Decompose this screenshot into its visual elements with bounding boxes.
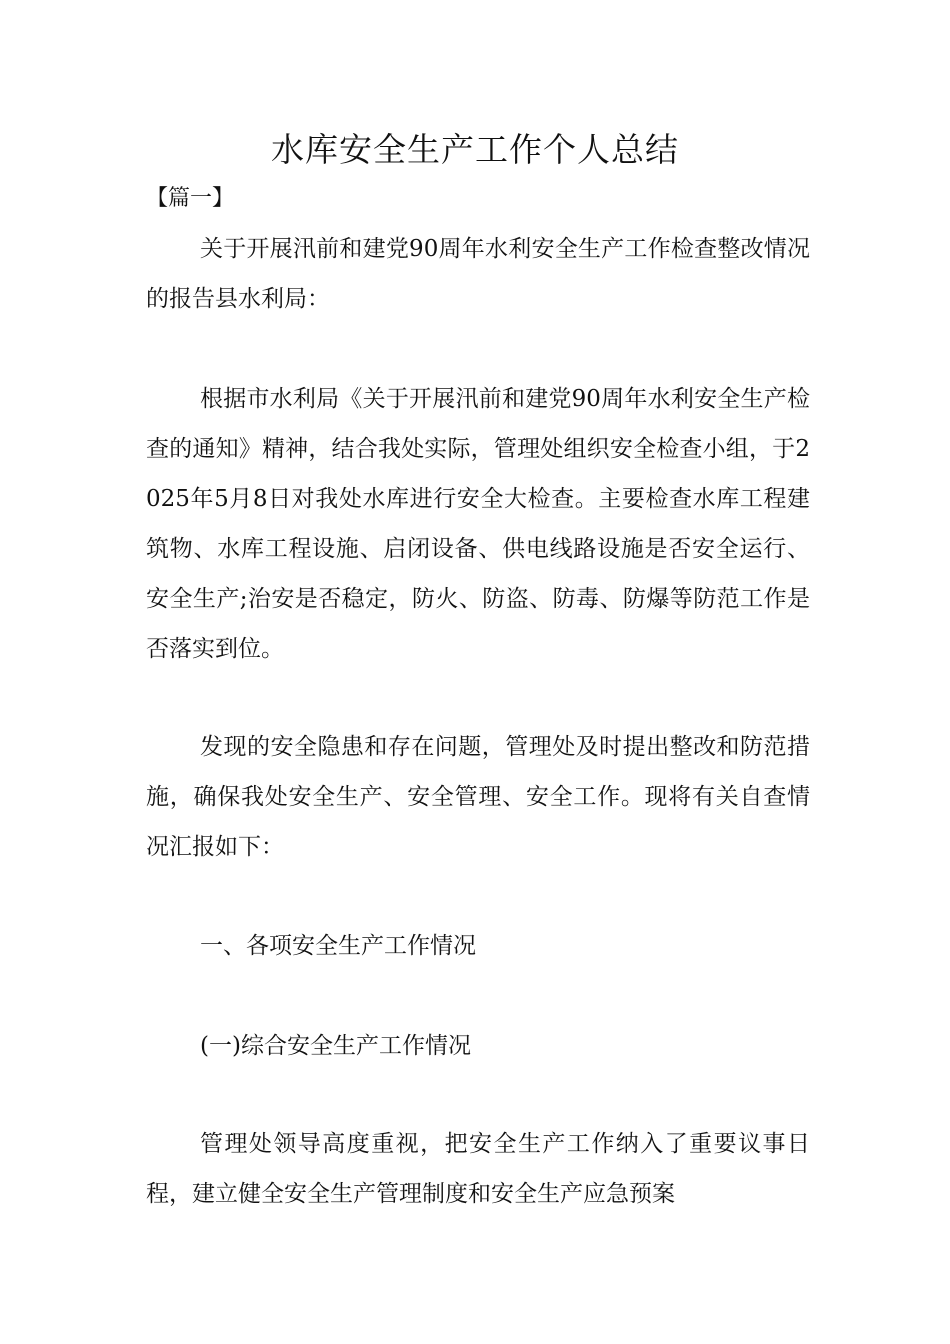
- heading-subsection-one: (一)综合安全生产工作情况: [200, 1033, 471, 1059]
- heading-section-one: 一、各项安全生产工作情况: [200, 933, 476, 959]
- paragraph-intro: 关于开展汛前和建党90周年水利安全生产工作检查整改情况的报告县水利局：: [146, 236, 810, 312]
- paragraph-management: 管理处领导高度重视，把安全生产工作纳入了重要议事日程，建立健全安全生产管理制度和安全生产应急预案: [146, 1131, 810, 1207]
- paragraph-inspection: 根据市水利局《关于开展汛前和建党90周年水利安全生产检查的通知》精神，结合我处实际，管理处组织安全检查小组，于2025年5月8日对我处水库进行安全大检查。主要检查水库工程建筑物、水库工程设施、启闭设备、供电线路设施是否安全运行、安全生产;治安是否稳定，防火、防盗、防毒、防爆等防范工作是否落实到位。: [146, 386, 810, 662]
- paragraph-findings: 发现的安全隐患和存在问题，管理处及时提出整改和防范措施，确保我处安全生产、安全管理、安全工作。现将有关自查情况汇报如下：: [146, 734, 810, 860]
- document-title: 水库安全生产工作个人总结: [271, 130, 679, 169]
- section-tag: 【篇一】: [146, 186, 235, 211]
